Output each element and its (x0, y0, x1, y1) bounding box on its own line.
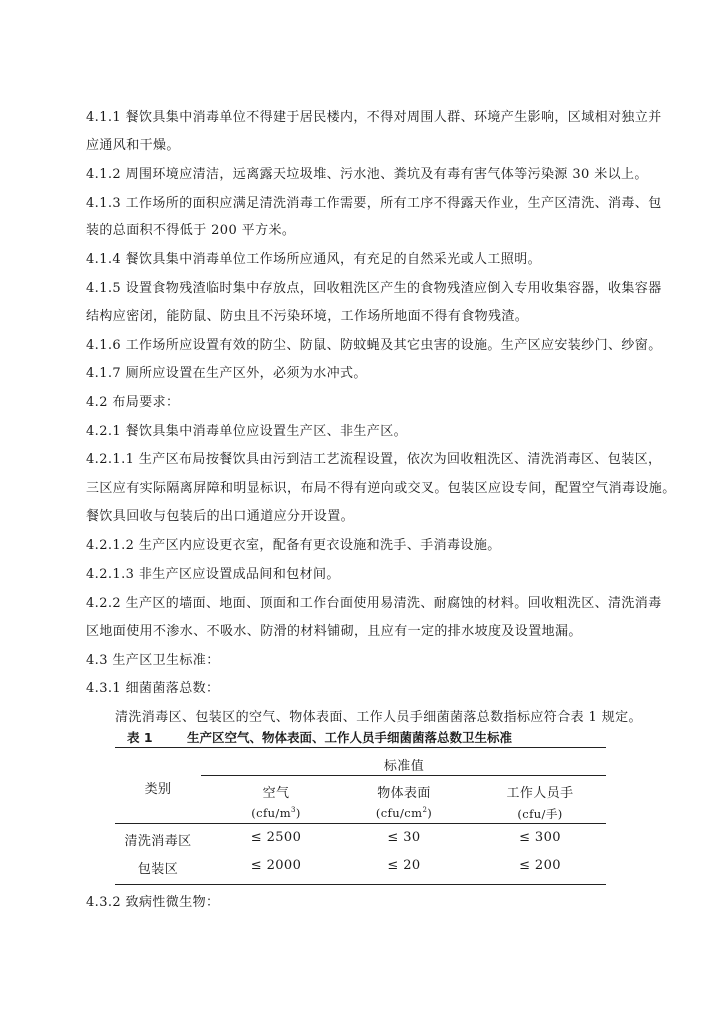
table-col-air: 空气 (262, 786, 290, 801)
table-row-1-surface: ≤ 30 (387, 830, 421, 845)
para-4-2-2-line1: 4.2.2 生产区的墙面、地面、顶面和工作台面使用易清洗、耐腐蚀的材料。回收粗洗区、清洗消毒 (86, 596, 662, 611)
table-caption-title: 生产区空气、物体表面、工作人员手细菌菌落总数卫生标准 (187, 730, 513, 745)
table-caption (127, 728, 512, 746)
para-4-2-1-3: 4.2.1.3 非生产区应设置成品间和包材间。 (86, 567, 340, 582)
table-row-2-air: ≤ 2000 (250, 858, 302, 873)
para-4-2-2-line2: 区地面使用不渗水、不吸水、防滑的材料铺砌，且应有一定的排水坡度及设置地漏。 (86, 624, 582, 639)
para-4-1-1-line1: 4.1.1 餐饮具集中消毒单位不得建于居民楼内，不得对周围人群、环境产生影响，区域相对独立并 (86, 110, 662, 125)
para-4-1-3-line2: 装的总面积不得低于 200 平方米。 (86, 223, 296, 238)
table-header-bottom-rule (115, 823, 606, 824)
para-4-2-1-1-line3: 餐饮具回收与包装后的出口通道应分开设置。 (86, 509, 355, 524)
table-unit-hand: (cfu/手) (517, 807, 563, 821)
heading-4-3-1: 4.3.1 细菌菌落总数： (86, 681, 220, 696)
para-4-2-1-2: 4.2.1.2 生产区内应设更衣室，配备有更衣设施和洗手、手消毒设施。 (86, 538, 501, 553)
para-4-2-1-1-line1: 4.2.1.1 生产区布局按餐饮具由污到洁工艺流程设置，依次为回收粗洗区、清洗消毒区、包装区， (86, 452, 662, 467)
para-table-intro: 清洗消毒区、包装区的空气、物体表面、工作人员手细菌菌落总数指标应符合表 1 规定。 (115, 710, 642, 725)
table-unit-air: $(cfu/m^3)$ (251, 806, 301, 820)
para-4-1-6: 4.1.6 工作场所应设置有效的防尘、防鼠、防蚊蝇及其它虫害的设施。生产区应安装纱门、纱窗。 (86, 338, 662, 353)
table-col-surface: 物体表面 (377, 786, 431, 801)
table-caption-number: 表 1 (127, 730, 153, 745)
para-4-1-2: 4.1.2 周围环境应清洁，远离露天垃圾堆、污水池、粪坑及有毒有害气体等污染源 30 米以上。 (86, 167, 648, 182)
para-4-1-5-line1: 4.1.5 设置食物残渣临时集中存放点，回收粗洗区产生的食物残渣应倒入专用收集容器，收集容器 (86, 281, 662, 296)
heading-4-3-2: 4.3.2 致病性微生物： (86, 895, 220, 910)
table-row-1-category: 清洗消毒区 (124, 834, 192, 849)
para-4-1-3-line1: 4.1.3 工作场所的面积应满足清洗消毒工作需要，所有工序不得露天作业，生产区清洗、消毒、包 (86, 196, 662, 211)
table-row-2-category: 包装区 (137, 862, 179, 877)
table-unit-surface: $(cfu/cm^2)$ (375, 806, 433, 820)
para-4-2-1: 4.2.1 餐饮具集中消毒单位应设置生产区、非生产区。 (86, 424, 408, 439)
para-4-1-5-line2: 结构应密闭，能防鼠、防虫且不污染环境，工作场所地面不得有食物残渣。 (86, 309, 529, 324)
para-4-2-1-1-line2: 三区应有实际隔离屏障和明显标识，布局不得有逆向或交叉。包装区应设专间，配置空气消毒设施。 (86, 481, 676, 496)
table-header-rule (201, 775, 606, 776)
table-row-1-hand: ≤ 300 (519, 830, 561, 845)
para-4-1-4: 4.1.4 餐饮具集中消毒单位工作场所应通风，有充足的自然采光或人工照明。 (86, 252, 542, 267)
table-bottom-rule (115, 884, 606, 885)
table-row-1-air: ≤ 2500 (250, 830, 302, 845)
table-top-rule (115, 747, 606, 748)
para-4-1-1-line2: 应通风和干燥。 (86, 138, 180, 153)
heading-4-2: 4.2 布局要求： (86, 395, 180, 410)
table-header-category: 类别 (144, 782, 172, 797)
table-row-2-surface: ≤ 20 (387, 858, 421, 873)
table-row-2-hand: ≤ 200 (519, 858, 561, 873)
heading-4-3: 4.3 生产区卫生标准： (86, 653, 220, 668)
para-4-1-7: 4.1.7 厕所应设置在生产区外，必须为水冲式。 (86, 366, 367, 381)
table-header-standard: 标准值 (383, 759, 425, 774)
table-col-hand: 工作人员手 (506, 786, 574, 801)
